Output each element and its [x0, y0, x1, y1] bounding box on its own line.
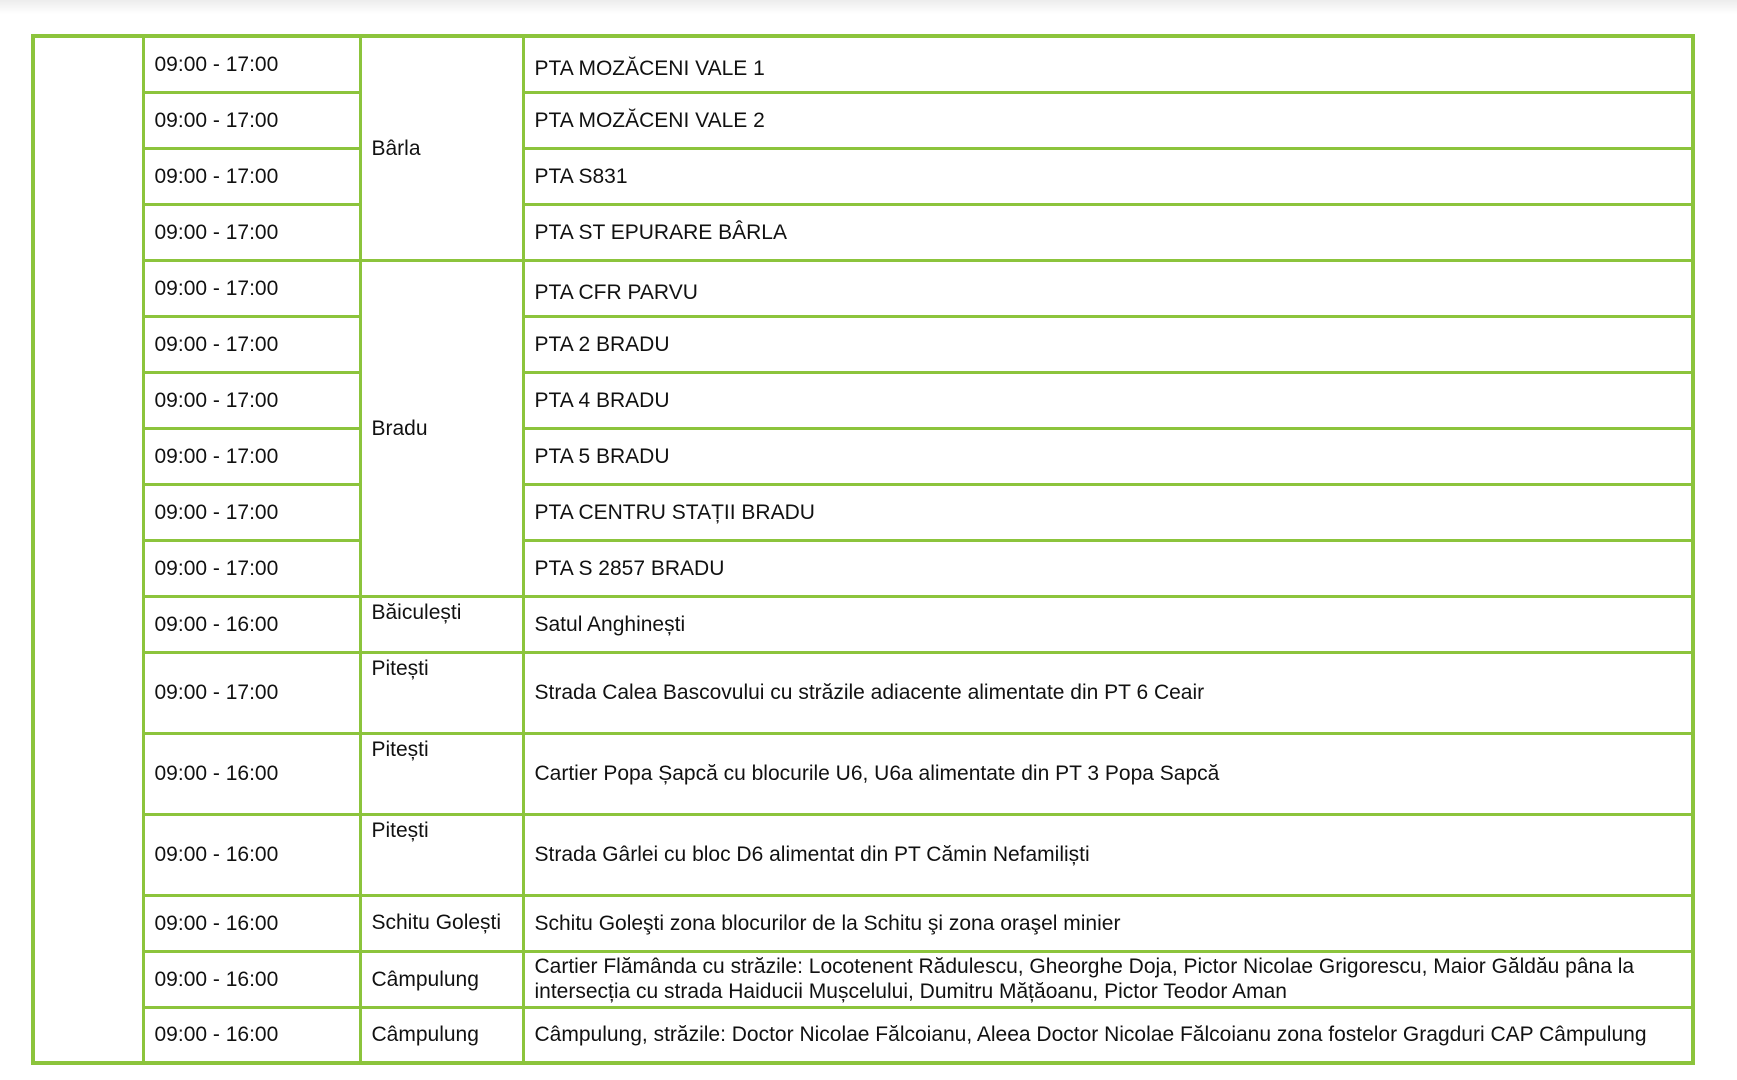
viewer-top-shadow — [0, 0, 1737, 14]
time-cell: 09:00 - 16:00 — [143, 596, 360, 652]
table-row — [33, 484, 1693, 540]
location-cell-barla: Bârla — [360, 36, 523, 260]
location-cell: Pitești — [360, 652, 523, 733]
table-row — [33, 540, 1693, 596]
table-row — [33, 895, 1693, 951]
area-cell: PTA 4 BRADU — [523, 372, 1693, 428]
table-row — [33, 316, 1693, 372]
time-cell: 09:00 - 16:00 — [143, 1007, 360, 1063]
time-cell: 09:00 - 17:00 — [143, 540, 360, 596]
table-row — [33, 36, 1693, 92]
area-cell: PTA ST EPURARE BÂRLA — [523, 204, 1693, 260]
area-cell: PTA S 2857 BRADU — [523, 540, 1693, 596]
table-row — [33, 92, 1693, 148]
area-cell: PTA CFR PARVU — [523, 260, 1693, 316]
area-cell: Strada Gârlei cu bloc D6 alimentat din PT Cămin Nefamiliști — [523, 814, 1693, 895]
time-cell: 09:00 - 16:00 — [143, 733, 360, 814]
location-cell: Câmpulung — [360, 1007, 523, 1063]
table-row — [33, 260, 1693, 316]
power-outage-schedule-table — [31, 34, 1695, 1065]
table-row — [33, 951, 1693, 1007]
time-cell: 09:00 - 17:00 — [143, 204, 360, 260]
time-cell: 09:00 - 17:00 — [143, 428, 360, 484]
date-column-cell — [33, 36, 143, 1063]
area-cell: PTA MOZĂCENI VALE 2 — [523, 92, 1693, 148]
table-row — [33, 148, 1693, 204]
time-cell: 09:00 - 17:00 — [143, 260, 360, 316]
table-row — [33, 596, 1693, 652]
area-cell: Strada Calea Bascovului cu străzile adiacente alimentate din PT 6 Ceair — [523, 652, 1693, 733]
table-row — [33, 814, 1693, 895]
location-cell: Băiculești — [360, 596, 523, 652]
area-cell: Satul Anghinești — [523, 596, 1693, 652]
table-row — [33, 652, 1693, 733]
area-cell: Schitu Goleşti zona blocurilor de la Schitu şi zona oraşel minier — [523, 895, 1693, 951]
location-cell: Pitești — [360, 814, 523, 895]
table-row — [33, 204, 1693, 260]
table-row — [33, 428, 1693, 484]
time-cell: 09:00 - 17:00 — [143, 92, 360, 148]
time-cell: 09:00 - 16:00 — [143, 951, 360, 1007]
time-cell: 09:00 - 16:00 — [143, 814, 360, 895]
location-cell: Pitești — [360, 733, 523, 814]
time-cell: 09:00 - 17:00 — [143, 316, 360, 372]
area-cell: PTA 5 BRADU — [523, 428, 1693, 484]
area-cell: Cartier Flămânda cu străzile: Locotenent Rădulescu, Gheorghe Doja, Pictor Nicolae Grigorescu, Maior Găldău pâna la intersecția cu strada Haiducii Mușcelului, Dumitru Mățăoanu, Pictor Teodor Aman — [523, 951, 1693, 1007]
time-cell: 09:00 - 17:00 — [143, 148, 360, 204]
time-cell: 09:00 - 17:00 — [143, 652, 360, 733]
time-cell: 09:00 - 17:00 — [143, 484, 360, 540]
table-row — [33, 1007, 1693, 1063]
table-row — [33, 733, 1693, 814]
time-cell: 09:00 - 17:00 — [143, 36, 360, 92]
location-cell: Câmpulung — [360, 951, 523, 1007]
area-cell: PTA S831 — [523, 148, 1693, 204]
time-cell: 09:00 - 16:00 — [143, 895, 360, 951]
location-cell-bradu: Bradu — [360, 260, 523, 596]
area-cell: PTA CENTRU STAȚII BRADU — [523, 484, 1693, 540]
area-cell: Câmpulung, străzile: Doctor Nicolae Fălcoianu, Aleea Doctor Nicolae Fălcoianu zona fostelor Gragduri CAP Câmpulung — [523, 1007, 1693, 1063]
area-cell: PTA MOZĂCENI VALE 1 — [523, 36, 1693, 92]
location-cell: Schitu Golești — [360, 895, 523, 951]
table-row — [33, 372, 1693, 428]
time-cell: 09:00 - 17:00 — [143, 372, 360, 428]
area-cell: PTA 2 BRADU — [523, 316, 1693, 372]
area-cell: Cartier Popa Șapcă cu blocurile U6, U6a alimentate din PT 3 Popa Sapcă — [523, 733, 1693, 814]
